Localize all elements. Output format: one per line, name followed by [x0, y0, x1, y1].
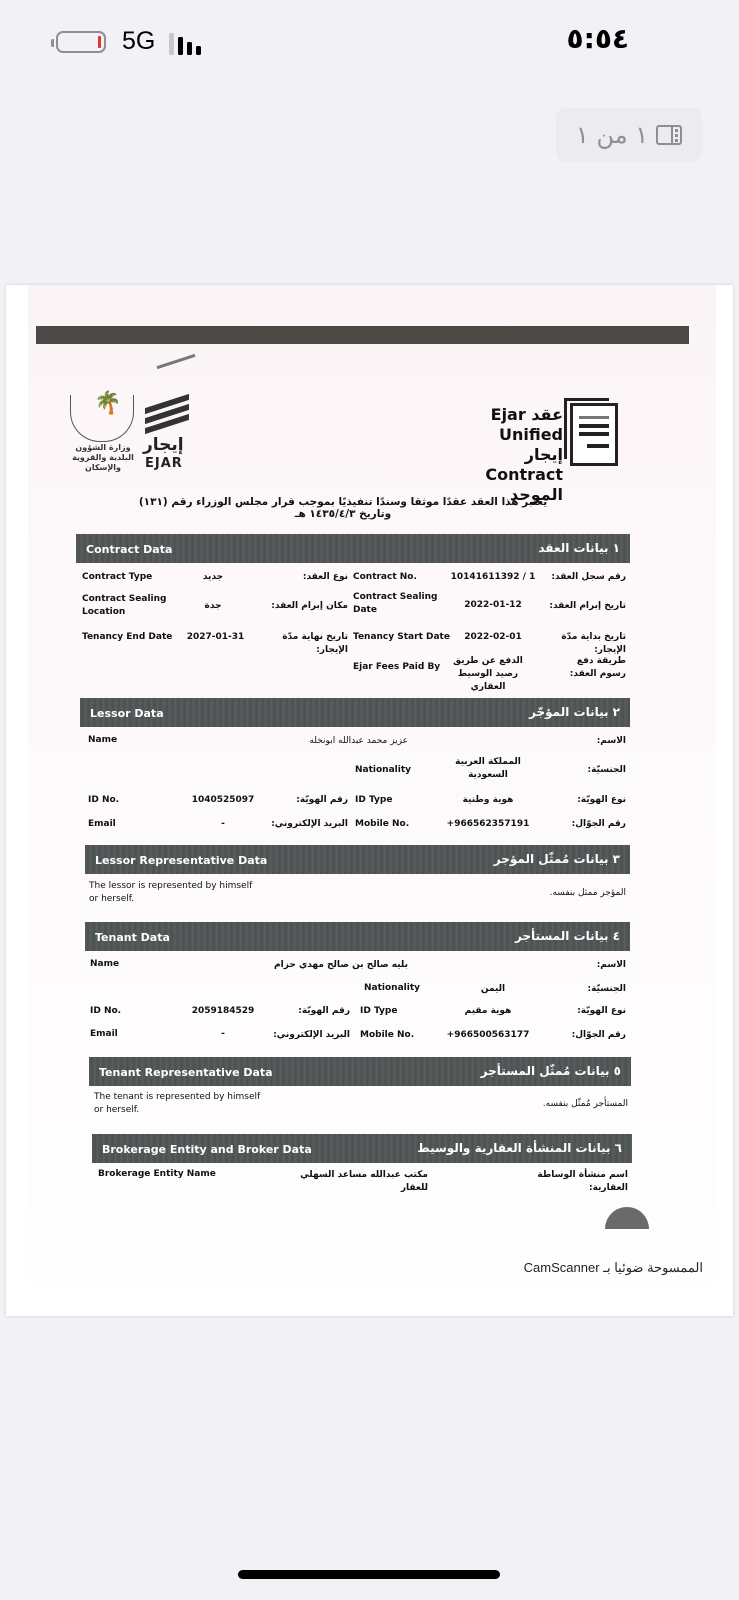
label: Tenancy End Date: [82, 632, 173, 642]
label: ID No.: [90, 1006, 122, 1016]
label: Name: [88, 735, 118, 745]
contract-document-icon: [570, 403, 618, 466]
section-header-tenant-representative: Tenant Representative Data ٥ بيانات مُمثّل المستأجر: [89, 1057, 631, 1086]
tenant-representation-en: The tenant is represented by himself or herself.: [94, 1092, 261, 1115]
value: جديد: [202, 572, 224, 582]
label: مكان إبرام العقد:: [271, 601, 348, 611]
label: رقم الجوّال:: [571, 819, 626, 829]
label: ID Type: [360, 1006, 398, 1016]
ejar-logo-en: EJAR: [145, 456, 183, 471]
ministry-name: وزارة الشؤون البلدية والقروية والإسكان: [72, 443, 134, 472]
status-bar: [0, 0, 739, 90]
contract-title: Ejar عقد Unified إيجار Contract الموحد: [485, 405, 563, 504]
label: البريد الإلكتروني:: [273, 1030, 350, 1040]
value: +966500563177: [446, 1030, 530, 1040]
label: Mobile No.: [360, 1030, 415, 1040]
camscanner-watermark: الممسوحة ضوئيا بـ CamScanner: [523, 1260, 703, 1275]
palm-tree-icon: 🌴: [94, 391, 122, 416]
label: تاريخ بداية مدّة الإيجار:: [561, 632, 626, 655]
label: رقم الجوّال:: [571, 1030, 626, 1040]
label: Brokerage Entity Name: [98, 1169, 216, 1179]
battery-icon: [56, 31, 106, 53]
label: الاسم:: [596, 736, 626, 746]
value: 1040525097: [191, 795, 255, 805]
label: Email: [90, 1029, 118, 1039]
value: جدة: [204, 601, 222, 611]
value: 2022-01-12: [464, 600, 522, 610]
label: Contract No.: [353, 572, 417, 582]
network-type: 5G: [122, 27, 156, 55]
value: -: [221, 819, 225, 829]
label: Name: [90, 959, 120, 969]
label: البريد الإلكتروني:: [271, 819, 348, 829]
section-header-tenant: Tenant Data ٤ بيانات المستأجر: [85, 922, 630, 951]
value: عزيز محمد عبدالله ابونخله: [309, 736, 408, 746]
label: Ejar Fees Paid By: [353, 662, 441, 672]
sidebar-icon: [656, 125, 682, 145]
value: هوية مقيم: [464, 1006, 512, 1016]
label: رقم الهويّة:: [298, 1006, 350, 1016]
value: 2059184529: [191, 1006, 255, 1016]
header-rule: [36, 326, 689, 344]
section-header-lessor-representative: Lessor Representative Data ٣ بيانات مُمثّل المؤجر: [85, 845, 630, 874]
label: ID Type: [355, 795, 393, 805]
document-page[interactable]: [6, 285, 733, 1316]
page-number-stamp: [605, 1207, 649, 1229]
label: Contract Type: [82, 572, 153, 582]
label: نوع الهويّة:: [577, 795, 626, 805]
label: ID No.: [88, 795, 120, 805]
label: Tenancy Start Date: [353, 632, 450, 642]
page-count: ١ من ١: [575, 121, 649, 149]
label: نوع الهويّة:: [577, 1006, 626, 1016]
ejar-logo-ar: إيجار: [143, 435, 184, 455]
value: بليه صالح بن صالح مهدي حزام: [274, 960, 408, 970]
value: المملكة العربية السعودية: [455, 757, 521, 780]
label: رقم سجل العقد:: [551, 572, 626, 582]
label: Contract Sealing Date: [353, 592, 438, 615]
label: رقم الهويّة:: [296, 795, 348, 805]
section-header-brokerage: Brokerage Entity and Broker Data ٦ بيانات المنشأة العقارية والوسيط: [92, 1134, 632, 1163]
value: اليمن: [480, 984, 506, 994]
label: Email: [88, 819, 116, 829]
section-header-contract: Contract Data ١ بيانات العقد: [76, 534, 630, 563]
value: 2027-01-31: [186, 632, 245, 642]
home-indicator[interactable]: [238, 1570, 500, 1579]
staple-mark: [157, 354, 196, 369]
label: تاريخ إبرام العقد:: [549, 601, 626, 611]
label: تاريخ نهاية مدّة الإيجار:: [282, 632, 348, 655]
label: Nationality: [355, 765, 411, 775]
label: نوع العقد:: [302, 572, 348, 582]
value: هوية وطنية: [462, 795, 514, 805]
label: Contract Sealing Location: [82, 594, 167, 617]
signal-icon: [169, 33, 209, 55]
section-header-lessor: Lessor Data ٢ بيانات المؤجّر: [80, 698, 630, 727]
lessor-representation-en: The lessor is represented by himself or herself.: [89, 881, 253, 904]
tenant-representation-ar: المستأجر مُمثّل بنفسه.: [542, 1099, 628, 1109]
page-indicator-button[interactable]: [556, 108, 702, 162]
value: مكتب عبدالله مساعد السهلي للعقار: [300, 1170, 428, 1193]
label: طريقة دفع رسوم العقد:: [569, 656, 626, 679]
value: +966562357191: [446, 819, 530, 829]
value: 2022-02-01: [464, 632, 522, 642]
ejar-logo-icon: [145, 395, 189, 437]
lessor-representation-ar: المؤجر ممثل بنفسه.: [549, 888, 626, 898]
label: الجنسيّة:: [587, 765, 626, 775]
label: الاسم:: [596, 960, 626, 970]
clock: ٥:٥٤: [566, 22, 629, 55]
label: الجنسيّة:: [587, 984, 626, 994]
label: Nationality: [364, 983, 420, 993]
label: Mobile No.: [355, 819, 410, 829]
scanned-paper: [28, 285, 716, 1285]
value: 10141611392 / 1: [450, 572, 536, 582]
value: -: [221, 1029, 225, 1039]
label: اسم منشأة الوساطة العقارية:: [537, 1170, 628, 1193]
value: الدفع عن طريق رصيد الوسيط العقاري: [453, 656, 523, 692]
preamble: يعتبر هذا العقد عقدًا موثقا وسندًا تنفيذيًا بموجب قرار مجلس الوزراء رقم (١٣١) وتاريخ ١٤٣٥/٤/٣ هـ: [138, 496, 548, 520]
